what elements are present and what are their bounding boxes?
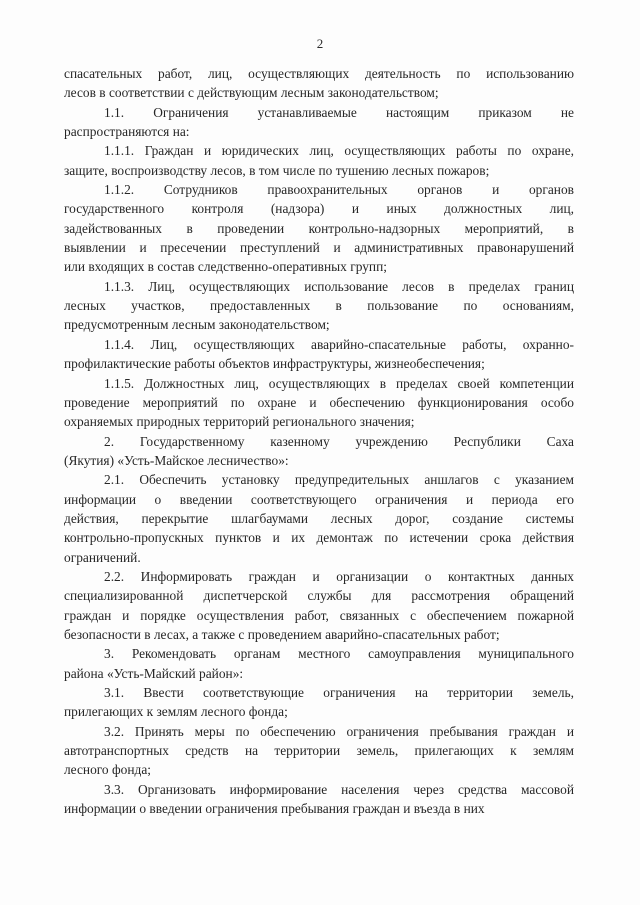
text-line: или входящих в состав следственно-оперативных групп; — [64, 259, 387, 275]
text-line: 1.1.2. Сотрудников правоохранительных органов и органов — [104, 182, 574, 198]
text-line: спасательных работ, лиц, осуществляющих деятельность по использованию — [64, 66, 574, 81]
text-line: предусмотренным лесным законодательством; — [64, 317, 330, 333]
text-line: защите, воспроизводству лесов, в том числе по тушению лесных пожаров; — [64, 162, 490, 178]
text-line: 1.1.4. Лиц, осуществляющих аварийно-спасательные работы, охранно- — [104, 336, 574, 352]
text-line: 3.1. Ввести соответствующие ограничения на территории земель, — [104, 685, 574, 700]
text-line: ограничений. — [64, 549, 141, 565]
text-line: контрольно-пропускных пунктов и их демонтаж по истечении срока действия — [64, 530, 574, 546]
text-line: распространяются на: — [64, 124, 190, 140]
text-line: охраняемых природных территорий регионального значения; — [64, 414, 415, 430]
page-number: 2 — [316, 36, 324, 51]
text-line: государственного контроля (надзора) и иных должностных лиц, — [64, 201, 574, 217]
text-line: действия, перекрытие шлагбаумами лесных дорог, создание системы — [64, 510, 574, 526]
text-line: информации о введении соответствующего ограничения и периода его — [64, 491, 574, 507]
text-line: лесных участков, предоставленных в пользование по основаниям, — [64, 298, 574, 314]
text-line: (Якутия) «Усть-Майское лесничество»: — [64, 452, 289, 468]
text-line: 1.1. Ограничения устанавливаемые настоящим приказом не — [104, 104, 574, 120]
text-line: 3.3. Организовать информирование населения через средства массовой — [104, 781, 574, 797]
text-line: 2.1. Обеспечить установку предупредительных аншлагов с указанием — [104, 472, 574, 488]
text-line: 1.1.5. Должностных лиц, осуществляющих в пределах своей компетенции — [104, 375, 574, 391]
text-line: 3. Рекомендовать органам местного самоуправления муниципального — [104, 646, 574, 662]
text-line: автотранспортных средств на территории земель, прилегающих к землям — [64, 743, 574, 759]
text-line: безопасности в лесах, а также с проведением аварийно-спасательных работ; — [64, 626, 500, 642]
text-line: 2. Государственному казенному учреждению Республики Саха — [104, 433, 574, 449]
text-line: профилактические работы объектов инфраструктуры, жизнеобеспечения; — [64, 356, 485, 372]
text-line: 1.1.3. Лиц, осуществляющих использование лесов в пределах границ — [104, 278, 574, 294]
text-line: 2.2. Информировать граждан и организации о контактных данных — [104, 568, 574, 584]
text-line: района «Усть-Майский район»: — [64, 665, 244, 681]
text-line: проведение мероприятий по охране и обеспечению функционирования особо — [64, 394, 574, 410]
text-line: информации о введении ограничения пребывания граждан и въезда в них — [64, 801, 485, 817]
text-line: специализированной диспетчерской службы для рассмотрения обращений — [64, 588, 574, 604]
text-line: 1.1.1. Граждан и юридических лиц, осуществляющих работы по охране, — [104, 143, 574, 159]
text-line: лесного фонда; — [64, 762, 151, 778]
text-line: прилегающих к землям лесного фонда; — [64, 704, 288, 720]
text-line: 3.2. Принять меры по обеспечению ограничения пребывания граждан и — [104, 723, 574, 739]
text-line: выявлении и пресечении преступлений и административных правонарушений — [64, 240, 574, 256]
document-body — [64, 64, 574, 818]
text-line: лесов в соответствии с действующим лесным законодательством; — [64, 85, 439, 101]
text-line: граждан и порядке осуществления работ, связанных с обеспечением пожарной — [64, 607, 574, 623]
text-line: задействованных в проведении контрольно-надзорных мероприятий, в — [64, 220, 574, 236]
